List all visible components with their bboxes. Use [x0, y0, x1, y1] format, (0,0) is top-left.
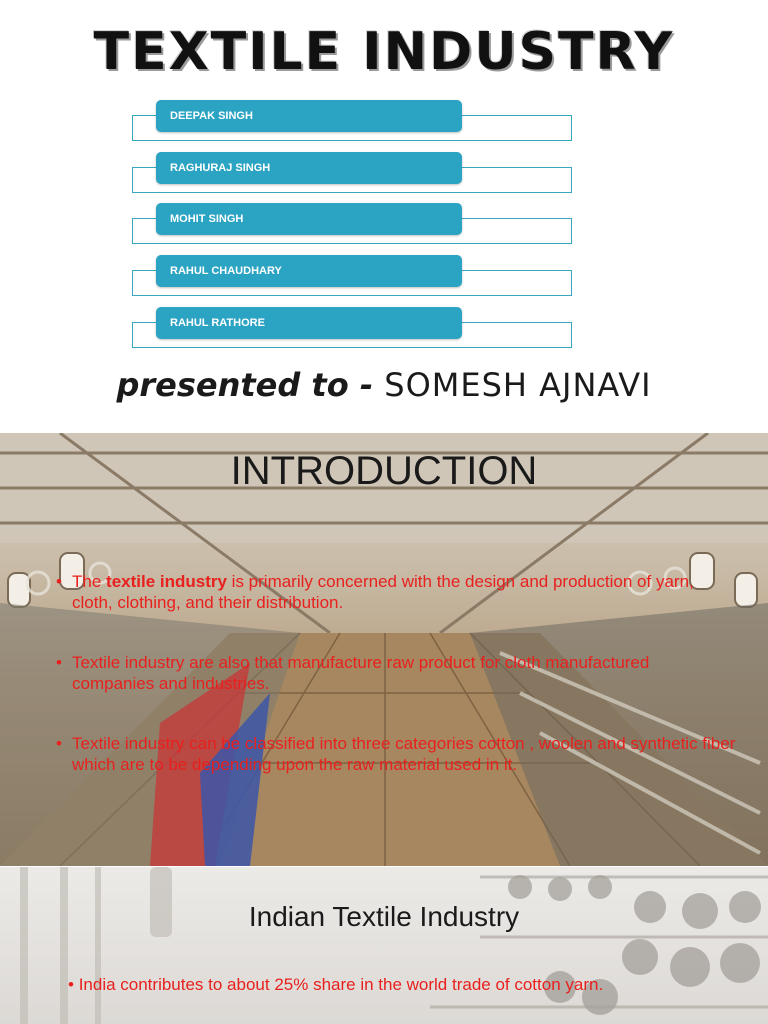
bullet-item — [56, 571, 736, 613]
member-item — [132, 307, 572, 347]
presented-label: presented to - — [116, 366, 385, 404]
indian-textile-slide — [0, 867, 768, 1024]
member-item — [132, 152, 572, 192]
introduction-slide — [0, 433, 768, 866]
member-pill — [156, 203, 462, 235]
member-name: DEEPAK SINGH — [170, 110, 253, 122]
bullet-text: The textile industry is primarily concerned with the design and production of yarn, cloth, clothing, and their distribution. — [72, 572, 694, 612]
title-slide — [0, 0, 768, 432]
member-item — [132, 100, 572, 140]
bullet-marker: • — [56, 653, 62, 672]
member-name: RAHUL CHAUDHARY — [170, 265, 282, 277]
bullet-item — [56, 652, 736, 694]
bullet-marker: • — [56, 734, 62, 753]
member-name: MOHIT SINGH — [170, 213, 244, 225]
spinning-machine-background-image — [0, 867, 768, 1024]
member-pill — [156, 152, 462, 184]
member-item — [132, 255, 572, 295]
bullet-marker: • — [56, 572, 62, 591]
bold-term: textile industry — [106, 572, 227, 591]
member-name: RAHUL RATHORE — [170, 317, 265, 329]
slide-title: INTRODUCTION — [230, 449, 538, 493]
bullet-item — [68, 975, 758, 995]
member-pill — [156, 255, 462, 287]
member-name: RAGHURAJ SINGH — [170, 162, 271, 174]
bullet-item — [56, 733, 736, 775]
presented-to-line — [0, 366, 768, 404]
slide-title: Indian Textile Industry — [248, 901, 520, 932]
member-pill — [156, 307, 462, 339]
member-pill — [156, 100, 462, 132]
slide-title: TEXTILE INDUSTRY — [93, 22, 675, 82]
textile-mill-background-image — [0, 433, 768, 866]
bullet-text: Textile industry can be classified into three categories cotton , woolen and synthetic fiber which are to be depending upon the raw material used in it. — [72, 734, 736, 774]
member-item — [132, 203, 572, 243]
bullet-marker: • — [68, 975, 74, 994]
bullet-text: India contributes to about 25% share in the world trade of cotton yarn. — [78, 975, 604, 994]
bullet-text: Textile industry are also that manufacture raw product for cloth manufactured companies and industries. — [72, 653, 650, 693]
presenter-name: SOMESH AJNAVI — [384, 366, 652, 404]
